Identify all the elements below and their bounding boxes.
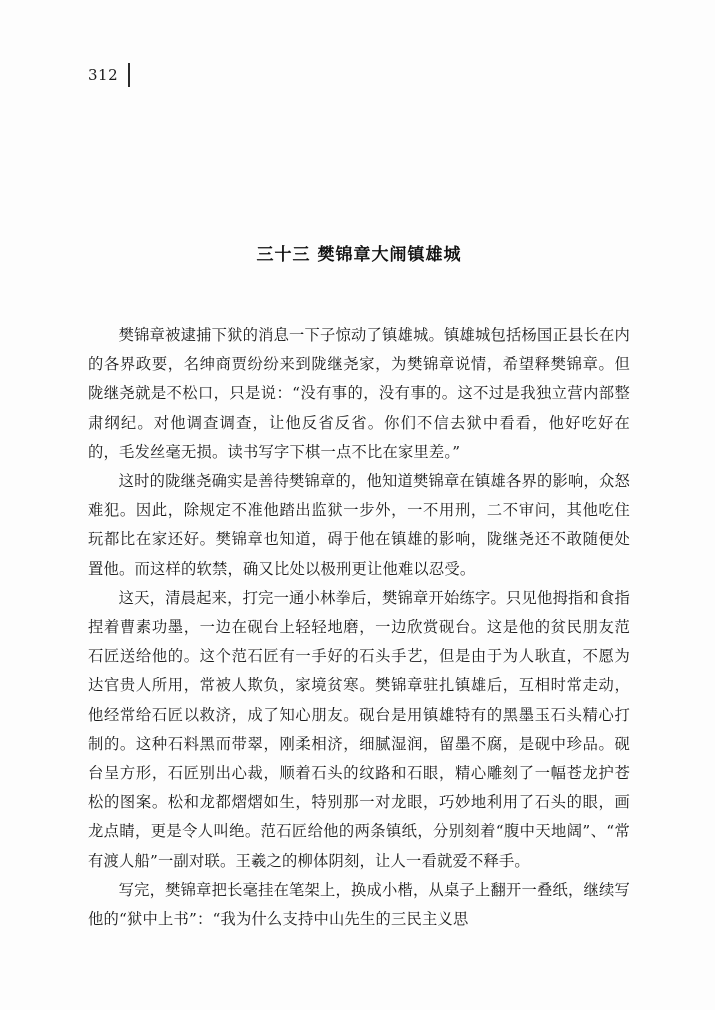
- page-header: [88, 62, 130, 88]
- paragraph: 樊锦章被逮捕下狱的消息一下子惊动了镇雄城。镇雄城包括杨国正县长在内的各界政要，名绅商贾纷纷来到陇继尧家，为樊锦章说情，希望释樊锦章。但陇继尧就是不松口，只是说：“没有事的，没有事的。这不过是我独立营内部整肃纲纪。对他调查调查，让他反省反省。你们不信去狱中看看，他好吃好在的，毛发丝毫无损。读书写字下棋一点不比在家里差。”: [88, 326, 630, 461]
- paragraph: 写完，樊锦章把长毫挂在笔架上，换成小楷，从桌子上翻开一叠纸，继续写他的“狱中上书”：“我为什么支持中山先生的三民主义思: [88, 880, 630, 929]
- page-content: [88, 240, 630, 934]
- paragraph: 这时的陇继尧确实是善待樊锦章的，他知道樊锦章在镇雄各界的影响，众怒难犯。因此，除规定不准他踏出监狱一步外，一不用刑，二不审问，其他吃住玩都比在家还好。樊锦章也知道，碍于他在镇雄的影响，陇继尧还不敢随便处置他。而这样的软禁，确又比处以极刑更让他难以忍受。: [88, 472, 630, 578]
- header-rule-divider: [128, 63, 130, 87]
- page-number: 312: [88, 65, 119, 84]
- paragraph: 这天，清晨起来，打完一通小林拳后，樊锦章开始练字。只见他拇指和食指捏着曹素功墨，一边在砚台上轻轻地磨，一边欣赏砚台。这是他的贫民朋友范石匠送给他的。这个范石匠有一手好的石头手艺，但是由于为人耿直，不愿为达官贵人所用，常被人欺负，家境贫寒。樊锦章驻扎镇雄后，互相时常走动，他经常给石匠以救济，成了知心朋友。砚台是用镇雄特有的黑墨玉石头精心打制的。这种石料黑而带翠，刚柔相济，细腻湿润，留墨不腐，是砚中珍品。砚台呈方形，石匠别出心裁，顺着石头的纹路和石眼，精心雕刻了一幅苍龙护苍松的图案。松和龙都熠熠如生，特别那一对龙眼，巧妙地利用了石头的眼，画龙点睛，更是令人叫绝。范石匠给他的两条镇纸，分别刻着“腹中天地阔”、“常有渡人船”一副对联。王羲之的柳体阴刻，让人一看就爱不释手。: [88, 588, 630, 870]
- chapter-title: 三十三 樊锦章大闹镇雄城: [256, 245, 462, 265]
- body-text: [88, 321, 630, 934]
